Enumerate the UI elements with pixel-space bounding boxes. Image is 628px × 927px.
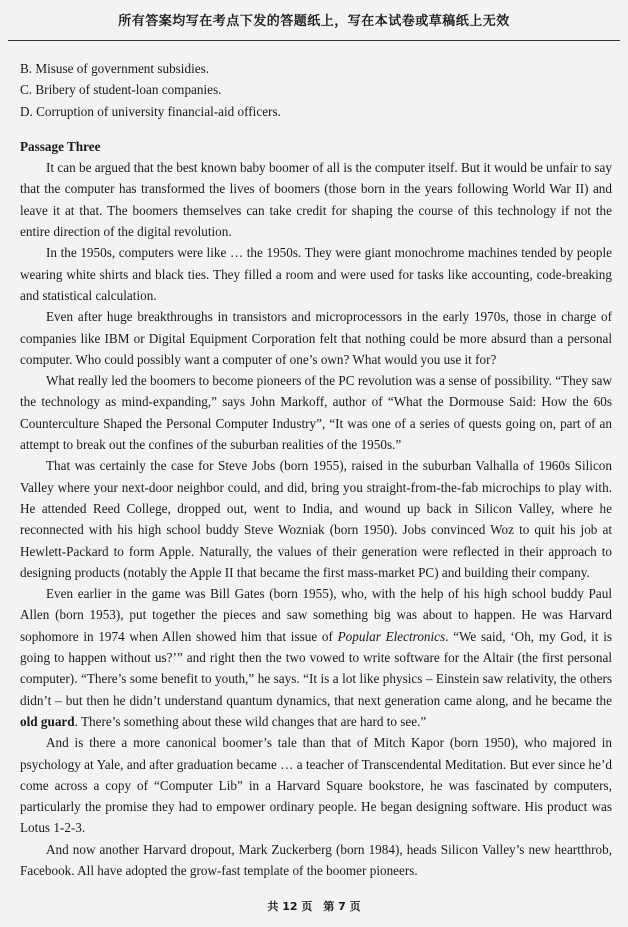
paragraph-text: . “We said, ‘Oh, my God, it is going to happen without us?’” and right then the two vowed to write software for the Altair (the first personal computer). “There’s some benefit to youth,” he says. “It is a lot like physics – Einstein saw relativity, the others didn’t – but then he didn’t understand quantum dynamics, that next generation came along, and he became the [20,628,612,708]
page-footer [0,898,628,914]
passage-title: Passage Three [20,138,101,154]
answer-option-d: D. Corruption of university financial-aid officers. [20,103,281,119]
passage-paragraph: What really led the boomers to become pioneers of the PC revolution was a sense of possibility. “They saw the technology as mind-expanding,” says John Markoff, author of “What the Dormouse Said: How the 60s Counterculture Shaped the Personal Computer Industry”, “It was one of a series of quests going on, part of an attempt to break out the confines of the suburban realities of the 1950s.” [20,373,612,453]
magazine-title: Popular Electronics [337,628,446,644]
exam-notice: 所有答案均写在考点下发的答题纸上，写在本试卷或草稿纸上无效 [118,14,510,29]
passage-paragraph: And is there a more canonical boomer’s tale than that of Mitch Kapor (born 1950), who majored in psychology at Yale, and after graduation became … a teacher of Transcendental Meditation. But ever since he’d come across a copy of “Computer Lib” in a Harvard Square bookstore, he was fascinated by computers, particularly the promise they had to empower ordinary people. He began designing software. His product was Lotus 1-2-3. [20,735,612,836]
paragraph-text: . There’s something about these wild changes that are hard to see.” [74,713,427,729]
page-content [20,58,612,881]
passage-paragraph: It can be argued that the best known baby boomer of all is the computer itself. But it would be unfair to say that the computer has transformed the lives of boomers (those born in the years following World War II) and leave it at that. The boomers themselves can take credit for shaping the course of this technology if not the entire direction of the digital revolution. [20,160,612,240]
paragraph-text: Even earlier in the game was Bill Gates (born 1955), who, with the help of his high school buddy Paul Allen (born 1953), put together the pieces and saw something big was about to happen. He was Harvard sophomore in 1974 when Allen showed him that issue of [20,586,612,644]
passage-paragraph [20,583,612,732]
passage-paragraph: In the 1950s, computers were like … the 1950s. They were giant monochrome machines tended by people wearing white shirts and black ties. They filled a room and were used for tasks like accounting, code-breaking and statistical calculation. [20,245,612,303]
passage-paragraph: And now another Harvard dropout, Mark Zuckerberg (born 1984), heads Silicon Valley’s new heartthrob, Facebook. All have adopted the grow-fast template of the boomer pioneers. [20,841,612,878]
answer-option-c: C. Bribery of student-loan companies. [20,82,222,98]
passage-paragraph: That was certainly the case for Steve Jobs (born 1955), raised in the suburban Valhalla of 1960s Silicon Valley where your next-door neighbor could, and did, bring you straight-from-the-fab microchips to play with. He attended Reed College, dropped out, went to India, and wound up back in Silicon Valley, where he reconnected with his high school buddy Steve Wozniak (born 1950). Jobs convinced Woz to quit his job at Hewlett-Packard to form Apple. Naturally, the values of their generation were reflected in their approach to designing products (notably the Apple II that became the first mass-market PC) and building their company. [20,458,612,580]
passage-paragraph: Even after huge breakthroughs in transistors and microprocessors in the early 1970s, those in charge of companies like IBM or Digital Equipment Corporation felt that nothing could be more absurd than a personal computer. Who could possibly want a computer of one’s own? What would you use it for? [20,309,612,367]
bold-term: old guard [20,713,75,729]
header-divider [8,40,620,41]
page-number: 共 12 页 第 7 页 [267,900,361,913]
answer-option-b: B. Misuse of government subsidies. [20,61,210,76]
page-header [0,0,628,40]
